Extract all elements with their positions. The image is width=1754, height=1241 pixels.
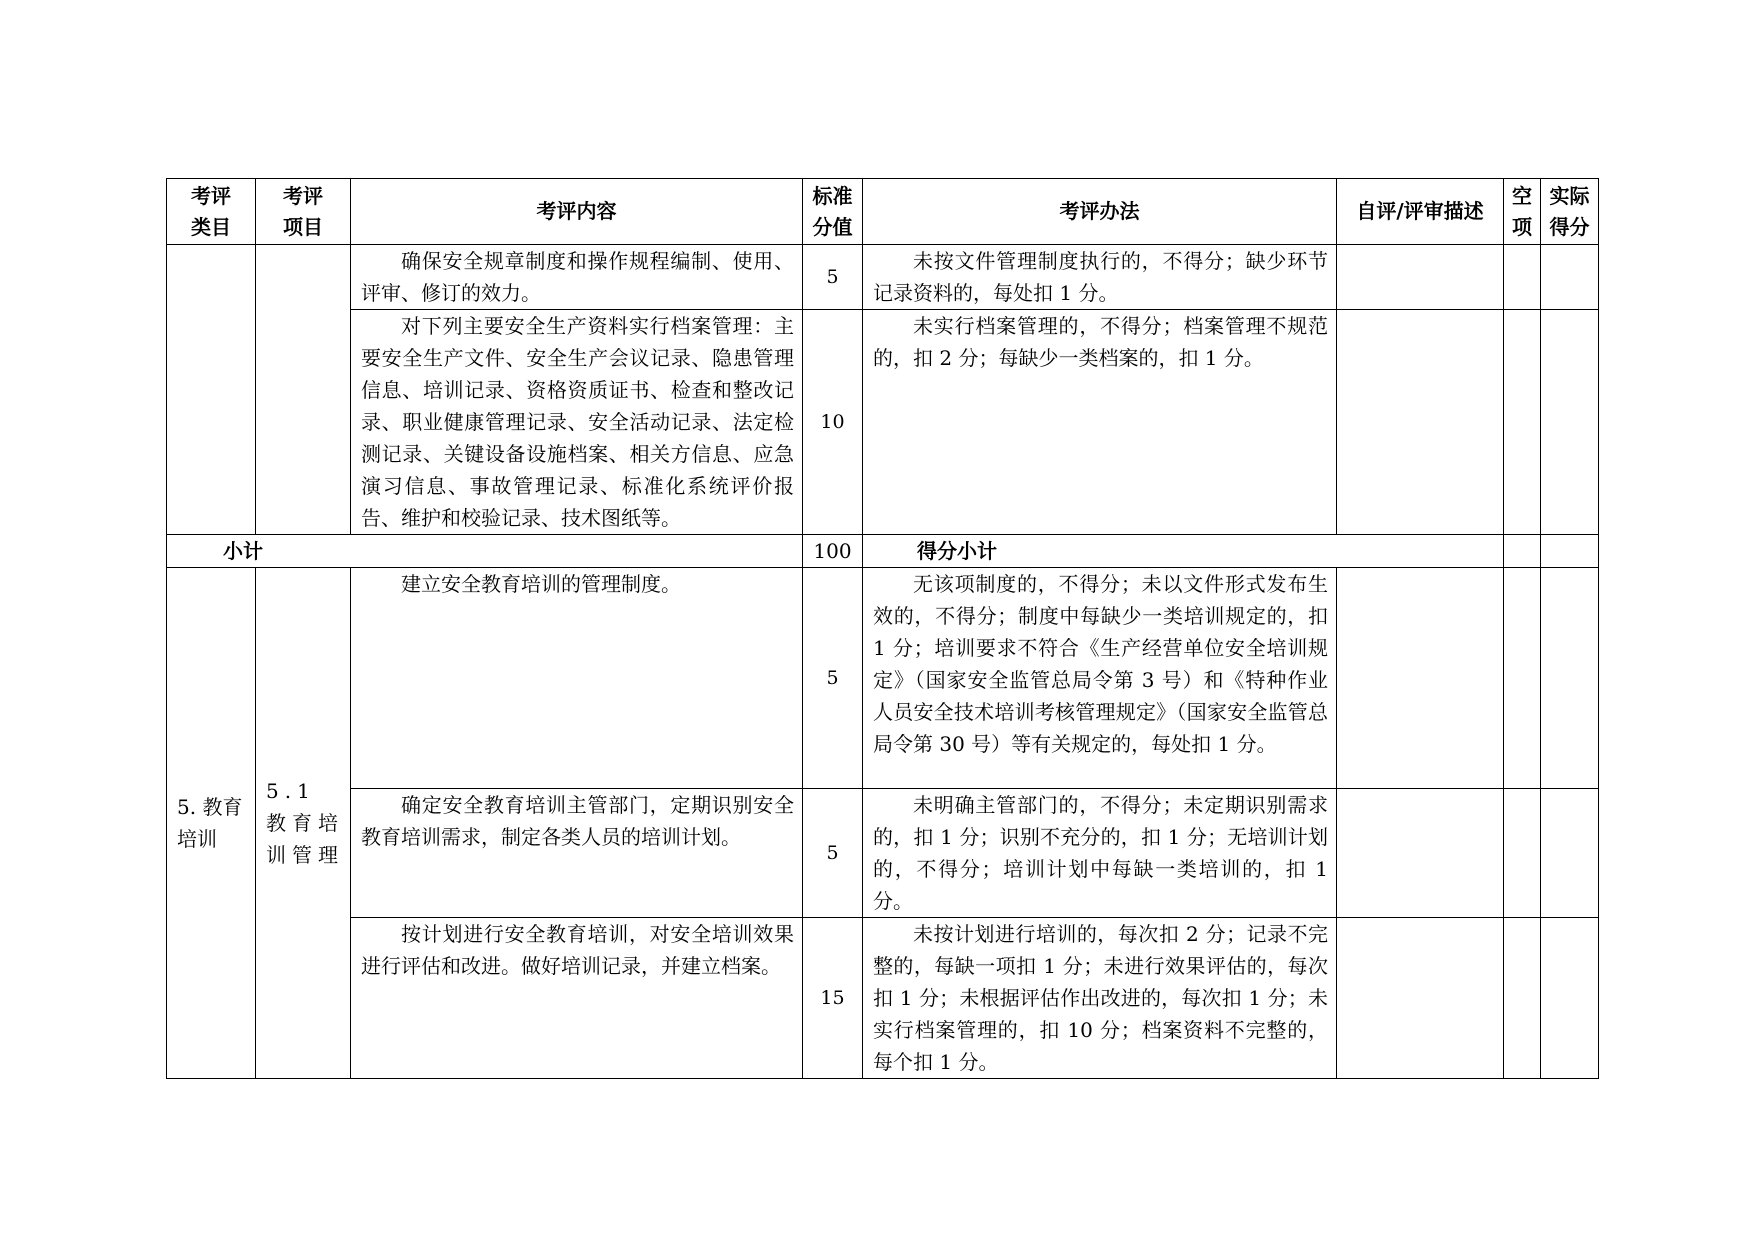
empty-item-cell — [1504, 310, 1541, 535]
method-cell: 未实行档案管理的，不得分；档案管理不规范的，扣 2 分；每缺少一类档案的，扣 1 分。 — [863, 310, 1337, 535]
header-category: 考评 类目 — [167, 179, 256, 245]
header-item: 考评 项目 — [256, 179, 351, 245]
actual-score-cell — [1541, 789, 1599, 918]
method-cell: 未按文件管理制度执行的，不得分；缺少环节记录资料的，每处扣 1 分。 — [863, 245, 1337, 310]
table-row — [167, 918, 1599, 1079]
content-cell: 对下列主要安全生产资料实行档案管理：主要安全生产文件、安全生产会议记录、隐患管理信息、培训记录、资格资质证书、检查和整改记录、职业健康管理记录、安全活动记录、法定检测记录、关键设备设施档案、相关方信息、应急演习信息、事故管理记录、标准化系统评价报告、维护和校验记录、技术图纸等。 — [351, 310, 803, 535]
method-cell: 未按计划进行培训的，每次扣 2 分；记录不完整的，每缺一项扣 1 分；未进行效果评估的，每次扣 1 分；未根据评估作出改进的，每次扣 1 分；未实行档案管理的，扣 10 分；档案资料不完整的，每个扣 1 分。 — [863, 918, 1337, 1079]
actual-score-cell — [1541, 245, 1599, 310]
content-cell: 按计划进行安全教育培训，对安全培训效果进行评估和改进。做好培训记录，并建立档案。 — [351, 918, 803, 1079]
content-cell: 确保安全规章制度和操作规程编制、使用、评审、修订的效力。 — [351, 245, 803, 310]
empty-item-cell — [1504, 245, 1541, 310]
content-cell: 建立安全教育培训的管理制度。 — [351, 568, 803, 789]
header-empty-item: 空 项 — [1504, 179, 1541, 245]
category-cell: 5. 教育培训 — [167, 568, 256, 1079]
self-review-cell — [1337, 568, 1504, 789]
self-review-cell — [1337, 310, 1504, 535]
category-cell — [167, 245, 256, 535]
header-actual-score: 实际 得分 — [1541, 179, 1599, 245]
score-cell: 5 — [803, 568, 863, 789]
actual-score-cell — [1541, 310, 1599, 535]
actual-score-cell — [1541, 535, 1599, 568]
subtotal-score: 100 — [803, 535, 863, 568]
table-row — [167, 568, 1599, 789]
score-cell: 5 — [803, 789, 863, 918]
subtotal-row — [167, 535, 1599, 568]
item-cell: 5.1 教育培训管理 — [256, 568, 351, 1079]
empty-item-cell — [1504, 568, 1541, 789]
content-cell: 确定安全教育培训主管部门，定期识别安全教育培训需求，制定各类人员的培训计划。 — [351, 789, 803, 918]
score-cell: 5 — [803, 245, 863, 310]
self-review-cell — [1337, 918, 1504, 1079]
table-row — [167, 245, 1599, 310]
evaluation-table — [166, 178, 1599, 1079]
table-row — [167, 310, 1599, 535]
empty-item-cell — [1504, 918, 1541, 1079]
header-self-review: 自评/评审描述 — [1337, 179, 1504, 245]
self-review-cell — [1337, 245, 1504, 310]
actual-score-cell — [1541, 918, 1599, 1079]
header-method: 考评办法 — [863, 179, 1337, 245]
method-cell: 未明确主管部门的，不得分；未定期识别需求的，扣 1 分；识别不充分的，扣 1 分；无培训计划的，不得分；培训计划中每缺一类培训的，扣 1 分。 — [863, 789, 1337, 918]
empty-item-cell — [1504, 789, 1541, 918]
header-standard-score: 标准 分值 — [803, 179, 863, 245]
self-review-cell — [1337, 789, 1504, 918]
method-cell: 无该项制度的，不得分；未以文件形式发布生效的，不得分；制度中每缺少一类培训规定的，扣 1 分；培训要求不符合《生产经营单位安全培训规定》（国家安全监管总局令第 3 号）和《特种作业人员安全技术培训考核管理规定》（国家安全监管总局令第 30 号）等有关规定的，每处扣 1 分。 — [863, 568, 1337, 789]
header-row — [167, 179, 1599, 245]
header-content: 考评内容 — [351, 179, 803, 245]
table-row — [167, 789, 1599, 918]
subtotal-label: 小计 — [167, 535, 803, 568]
item-cell — [256, 245, 351, 535]
subtotal-method-label: 得分小计 — [863, 535, 1504, 568]
empty-item-cell — [1504, 535, 1541, 568]
score-cell: 15 — [803, 918, 863, 1079]
actual-score-cell — [1541, 568, 1599, 789]
score-cell: 10 — [803, 310, 863, 535]
